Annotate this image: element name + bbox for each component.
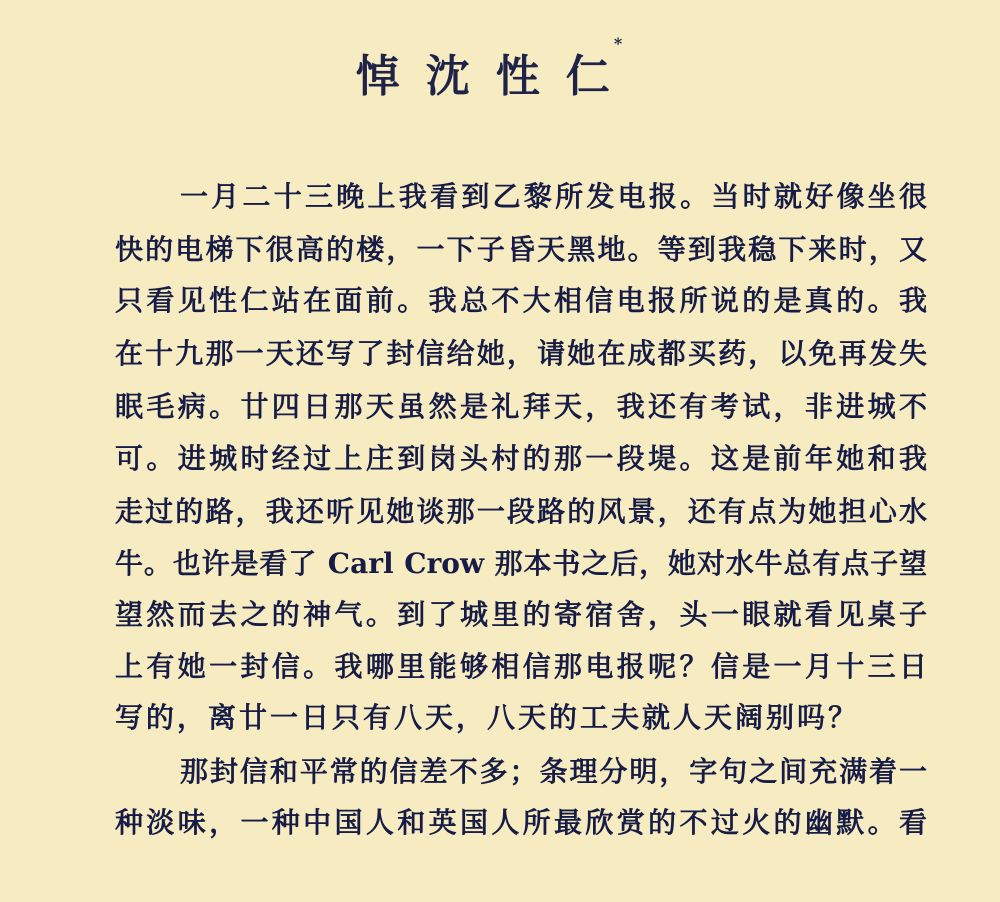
paragraph-line: 种淡味，一种中国人和英国人所最欣赏的不过火的幽默。看 (115, 806, 927, 839)
paragraph-line: 写的，离廿一日只有八天，八天的工夫就人天阔别吗？ (115, 701, 860, 734)
paragraph-line: 可。进城时经过上庄到岗头村的那一段堤。这是前年她和我 (115, 442, 927, 475)
paragraph-line: 在十九那一天还写了封信给她，请她在成都买药，以免再发失 (115, 337, 927, 370)
paragraph-line: 走过的路，我还听见她谈那一段路的风景，还有点为她担心水 (115, 495, 927, 528)
paragraph-line: 上有她一封信。我哪里能够相信那电报呢？信是一月十三日 (115, 650, 927, 683)
paragraph-line: 一月二十三晚上我看到乙黎所发电报。当时就好像坐很 (180, 180, 927, 213)
paragraph-line: 快的电梯下很高的楼，一下子昏天黑地。等到我稳下来时，又 (115, 233, 927, 266)
paragraph-line: 只看见性仁站在面前。我总不大相信电报所说的是真的。我 (115, 284, 927, 317)
paragraph-line: 望然而去之的神气。到了城里的寄宿舍，头一眼就看见桌子 (115, 598, 927, 631)
paragraph-line: 牛。也许是看了 Carl Crow 那本书之后，她对水牛总有点子望 (115, 547, 927, 580)
title-footnote-mark: * (613, 34, 623, 53)
paragraph-line: 眠毛病。廿四日那天虽然是礼拜天，我还有考试，非进城不 (115, 390, 927, 423)
paragraph-line: 那封信和平常的信差不多；条理分明，字句之间充满着一 (180, 755, 927, 788)
title-text: 悼沈性仁 (355, 51, 636, 102)
document-title (0, 34, 1000, 104)
